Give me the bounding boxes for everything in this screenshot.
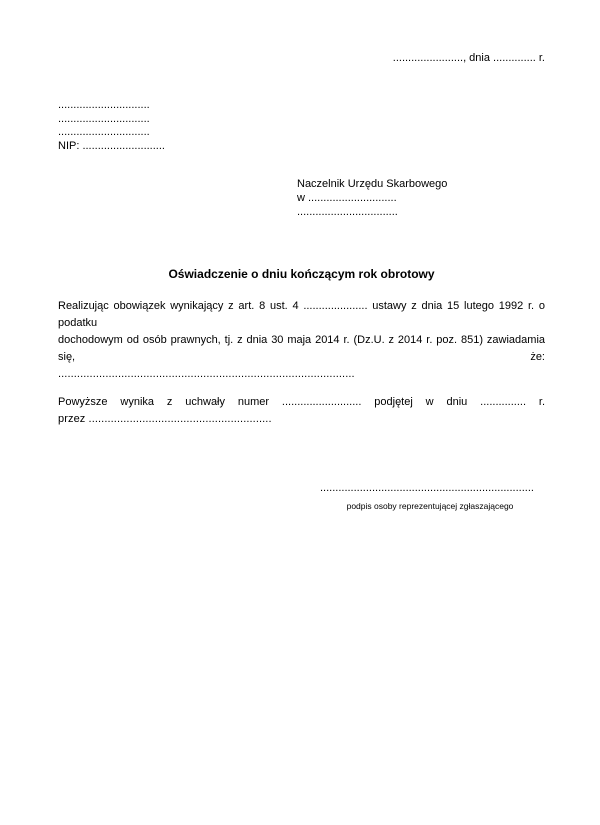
sender-block	[58, 99, 545, 153]
date-place-line: ......................., dnia .............. r.	[392, 52, 545, 64]
paragraph2-line2: przez ..........................................................	[58, 413, 272, 425]
paragraph-resolution	[58, 394, 545, 428]
document-title: Oświadczenie o dniu kończącym rok obrotowy	[168, 267, 435, 281]
recipient-block	[297, 177, 545, 219]
paragraph1-line1: Realizując obowiązek wynikający z art. 8 ust. 4 ..................... ustawy z dnia 15 lutego 1992 r. o podatku	[58, 300, 545, 329]
paragraph2-line1: Powyższe wynika z uchwały numer .......................... podjętej w dniu ............... r.	[58, 396, 545, 408]
paragraph1-fill-line: ..............................................................................................	[58, 368, 355, 380]
signature-line: ......................................................................	[320, 482, 534, 494]
paragraph-legal-basis	[58, 298, 545, 383]
recipient-city-line: w .............................	[297, 192, 397, 204]
recipient-fill-line: .................................	[297, 206, 398, 218]
sender-fill-line: ..............................	[58, 126, 150, 138]
sender-nip-line: NIP: ...........................	[58, 139, 165, 152]
recipient-name: Naczelnik Urzędu Skarbowego	[297, 178, 448, 190]
paragraph1-line2: dochodowym od osób prawnych, tj. z dnia 30 maja 2014 r. (Dz.U. z 2014 r. poz. 851) zawiadamia się, że:	[58, 334, 545, 363]
sender-fill-line: ..............................	[58, 99, 150, 111]
sender-fill-line: ..............................	[58, 112, 150, 125]
signature-block	[320, 482, 540, 511]
signature-caption: podpis osoby reprezentującej zgłaszającego	[346, 501, 514, 511]
